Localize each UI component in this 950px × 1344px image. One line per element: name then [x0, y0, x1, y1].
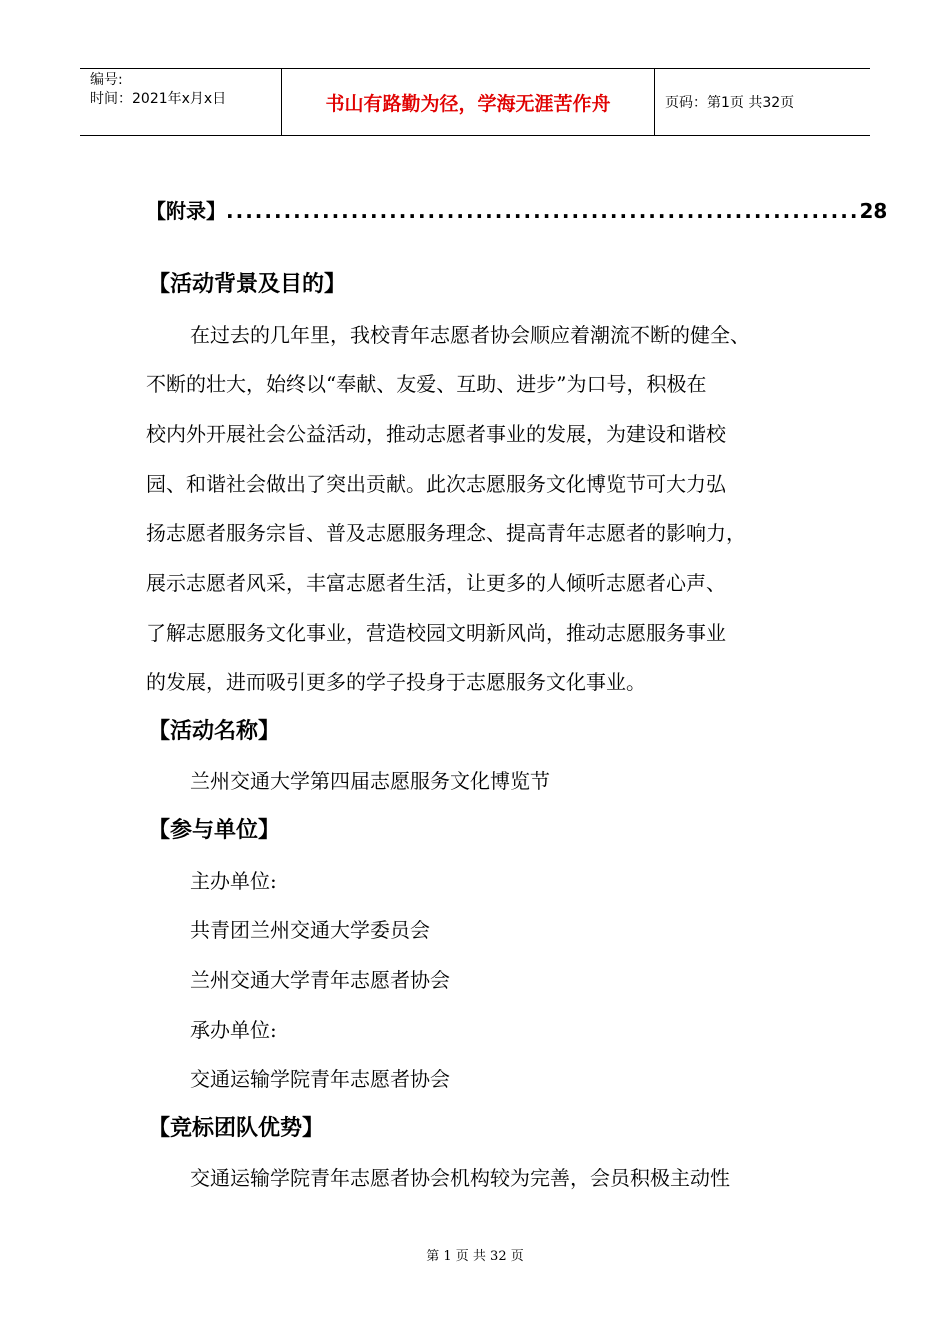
paragraph-line: 了解志愿服务文化事业，营造校园文明新风尚，推动志愿服务事业 [146, 621, 726, 645]
paragraph-line: 兰州交通大学第四届志愿服务文化博览节 [190, 769, 550, 793]
paragraph-line: 园、和谐社会做出了突出贡献。此次志愿服务文化博览节可大力弘 [146, 472, 726, 496]
heading-team-advantage: 【竞标团队优势】 [148, 1116, 325, 1141]
paragraph-line: 交通运输学院青年志愿者协会 [190, 1067, 450, 1091]
paragraph-line: 共青团兰州交通大学委员会 [190, 918, 430, 942]
header-motto: 书山有路勤为径，学海无涯苦作舟 [282, 69, 655, 135]
paragraph-line: 主办单位: [190, 869, 277, 893]
header-page-info: 页码：第1页 共32页 [665, 95, 795, 111]
paragraph-line: 的发展，进而吸引更多的学子投身于志愿服务文化事业。 [146, 670, 646, 694]
toc-entry-appendix[interactable] [146, 196, 888, 226]
paragraph-line: 不断的壮大，始终以“奉献、友爱、互助、进步”为口号，积极在 [146, 372, 707, 396]
heading-activity-name: 【活动名称】 [148, 719, 281, 744]
number-label: 编号: [90, 72, 123, 88]
toc-page-number: 28 [859, 199, 888, 223]
paragraph-line: 兰州交通大学青年志愿者协会 [190, 968, 450, 992]
toc-label: 【附录】 [146, 199, 226, 223]
time-label: 时间：2021年x月x日 [90, 91, 227, 107]
paragraph-line: 扬志愿者服务宗旨、普及志愿服务理念、提高青年志愿者的影响力， [146, 521, 746, 545]
heading-participating-units: 【参与单位】 [148, 818, 281, 843]
paragraph-line: 交通运输学院青年志愿者协会机构较为完善，会员积极主动性 [190, 1166, 730, 1190]
paragraph-line: 校内外开展社会公益活动，推动志愿者事业的发展，为建设和谐校 [146, 422, 726, 446]
paragraph-line: 在过去的几年里，我校青年志愿者协会顺应着潮流不断的健全、 [190, 323, 750, 347]
page-header [80, 68, 870, 136]
page-footer: 第 1 页 共 32 页 [426, 1249, 524, 1264]
toc-leader-dots: .................................................................. [226, 199, 860, 223]
header-meta [80, 69, 282, 135]
paragraph-line: 展示志愿者风采，丰富志愿者生活，让更多的人倾听志愿者心声、 [146, 571, 726, 595]
heading-background: 【活动背景及目的】 [148, 272, 347, 297]
paragraph-line: 承办单位: [190, 1018, 277, 1042]
